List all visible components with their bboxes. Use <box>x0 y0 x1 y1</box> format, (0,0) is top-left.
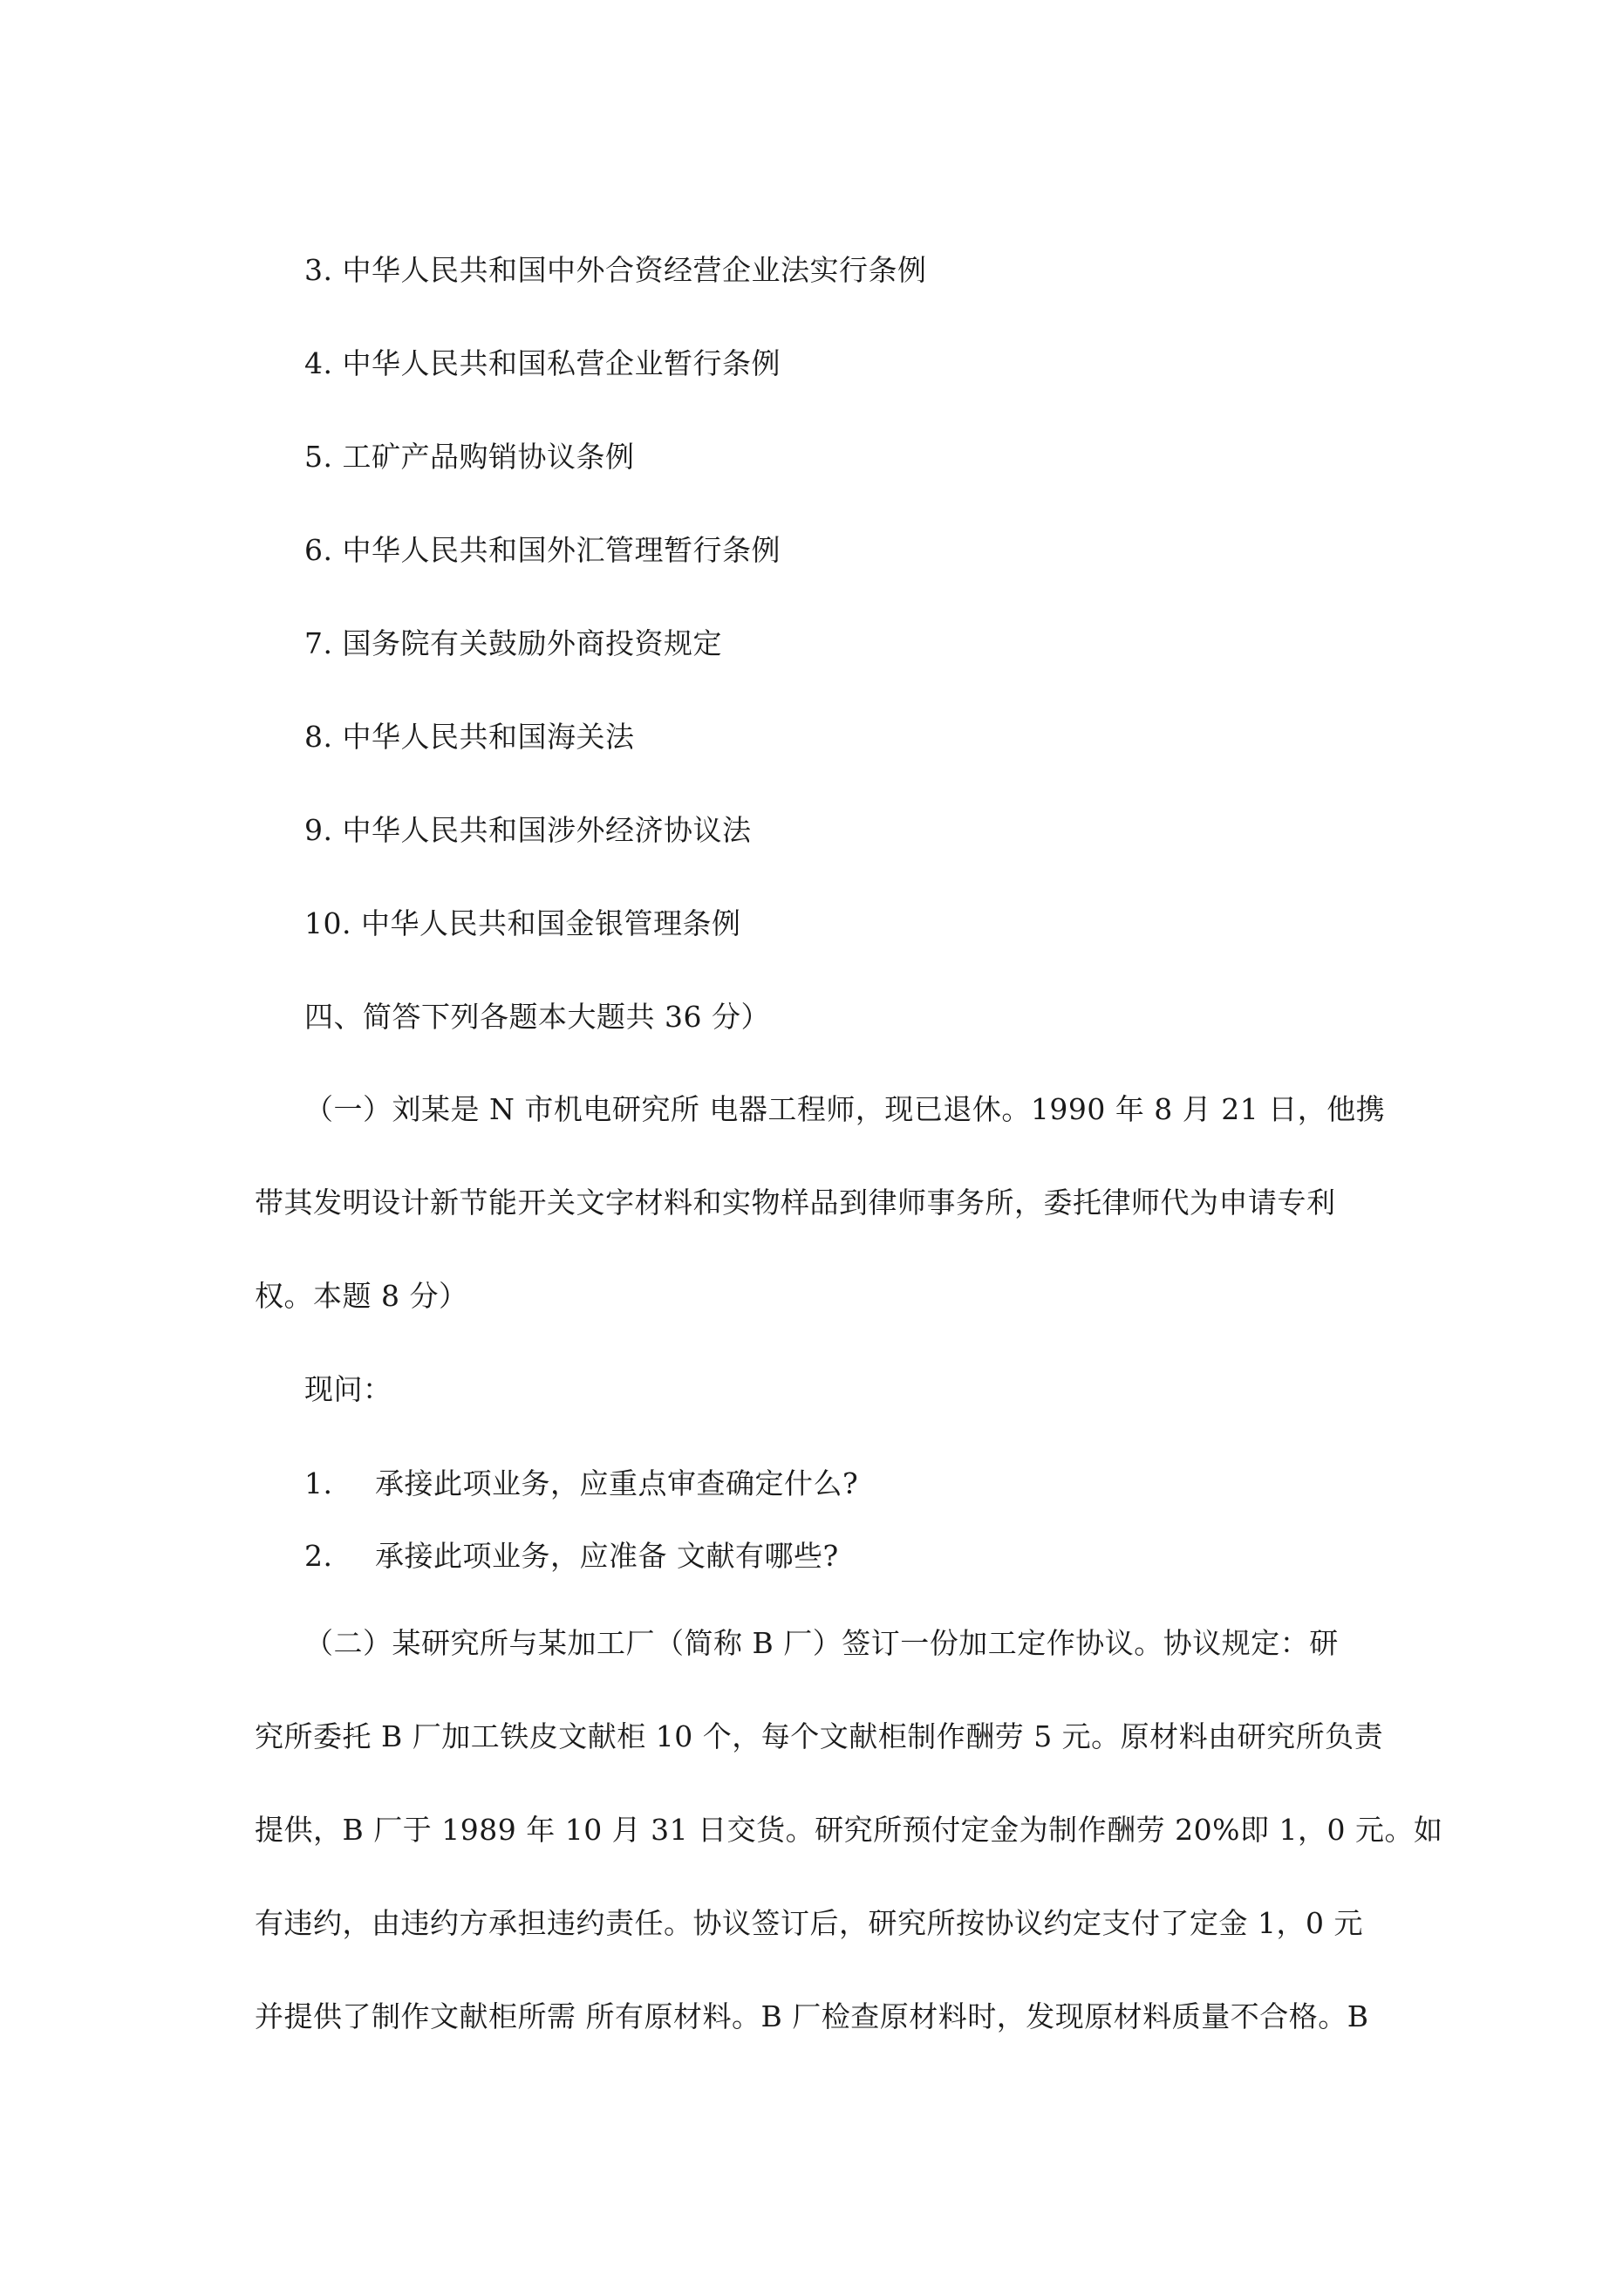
list-item: 7. 国务院有关鼓励外商投资规定 <box>304 626 722 660</box>
question-text: 承接此项业务，应重点审查确定什么? <box>375 1466 859 1500</box>
case-one-paragraph-line: 带其发明设计新节能开关文字材料和实物样品到律师事务所，委托律师代为申请专利 <box>255 1186 1336 1220</box>
list-item: 5. 工矿产品购销协议条例 <box>304 440 635 474</box>
case-one-paragraph-line: （一）刘某是 N 市机电研究所 电器工程师，现已退休。1990 年 8 月 21 日，他携 <box>304 1092 1386 1126</box>
case-two-paragraph-line: 究所委托 B 厂加工铁皮文献柜 10 个，每个文献柜制作酬劳 5 元。原材料由研究所负责 <box>255 1719 1384 1753</box>
question-prompt: 现问： <box>304 1372 392 1406</box>
case-two-paragraph-line: 有违约，由违约方承担违约责任。协议签订后，研究所按协议约定支付了定金 1，0 元 <box>255 1906 1363 1940</box>
case-two-paragraph-line: 提供，B 厂于 1989 年 10 月 31 日交货。研究所预付定金为制作酬劳 20%即 1，0 元。如 <box>255 1813 1443 1847</box>
section-heading: 四、简答下列各题本大题共 36 分） <box>304 1000 770 1034</box>
list-item: 10. 中华人民共和国金银管理条例 <box>304 906 741 940</box>
list-item: 3. 中华人民共和国中外合资经营企业法实行条例 <box>304 253 927 287</box>
question-number: 1. <box>304 1466 333 1500</box>
case-two-paragraph-line: （二）某研究所与某加工厂（简称 B 厂）签订一份加工定作协议。协议规定：研 <box>304 1626 1339 1660</box>
list-item: 4. 中华人民共和国私营企业暂行条例 <box>304 346 781 380</box>
case-two-paragraph-line: 并提供了制作文献柜所需 所有原材料。B 厂检查原材料时，发现原材料质量不合格。B <box>255 1999 1369 2033</box>
list-item: 8. 中华人民共和国海关法 <box>304 720 635 754</box>
list-item: 9. 中华人民共和国涉外经济协议法 <box>304 813 752 847</box>
question-text: 承接此项业务，应准备 文献有哪些? <box>375 1539 839 1573</box>
list-item: 6. 中华人民共和国外汇管理暂行条例 <box>304 533 781 567</box>
question-number: 2. <box>304 1539 333 1573</box>
case-one-paragraph-line: 权。本题 8 分） <box>255 1279 468 1313</box>
